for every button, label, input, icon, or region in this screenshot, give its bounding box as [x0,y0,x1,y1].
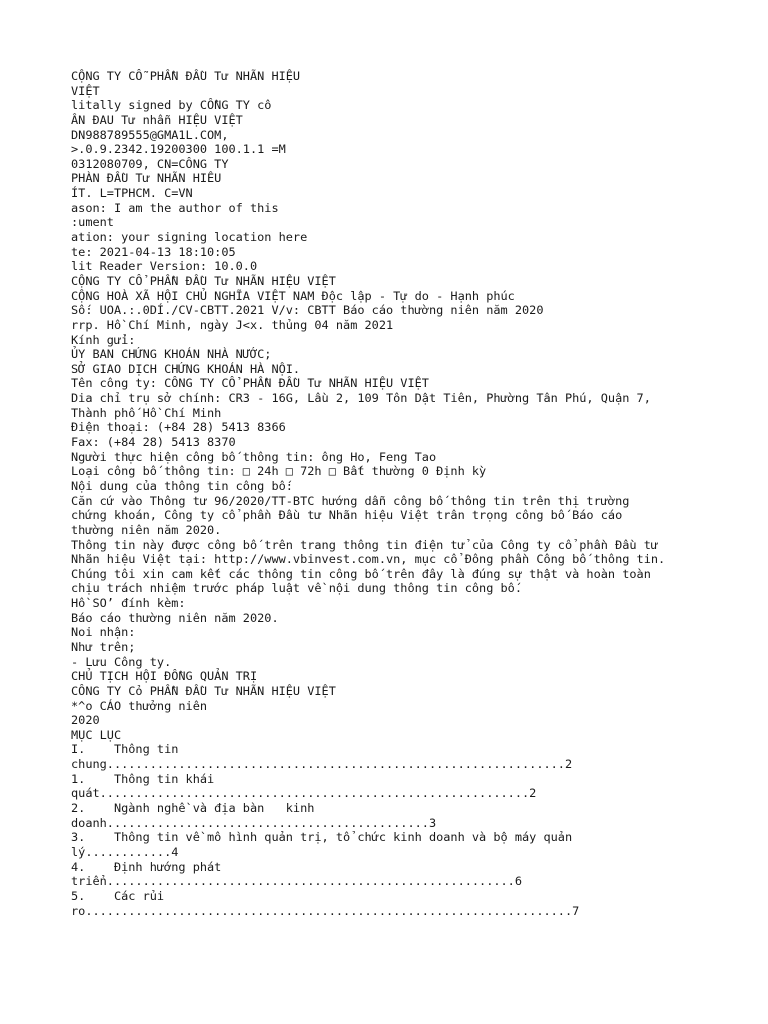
text-line: 5. Các rủi [71,888,165,903]
text-line: CỘNG TY CỖ PHẦN ĐẦU Tư NHÃN HIỆU [71,69,301,83]
text-line: PHÀN ĐẦU Tư NHÃN HIÊU [71,171,222,186]
text-line: Nhãn hiệu Việt tại: http://www.vbinvest.com.vn, mục cổ Đông phần Công bố thông tin. [71,552,666,567]
text-line: SỞ GIAO DỊCH CHỨNG KHOÁN HÀ NỘI. [71,361,301,376]
text-line: ÍT. L=TPHCM. C=VN [71,186,193,201]
text-line: Fax: (+84 28) 5413 8370 [71,435,236,450]
text-line: rrp. Hồ Chí Minh, ngày J<x. thủng 04 năm 2021 [71,317,394,332]
text-line: chịu trách nhiệm trước pháp luật về nội dung thông tin công bố. [71,581,523,596]
text-line: CHỦ TỊCH HỘI ĐỒNG QUẢN TRỊ [71,669,258,684]
text-line: Dia chỉ trụ sở chính: CR3 - 16G, Lầu 2, 109 Tôn Dật Tiên, Phường Tân Phú, Quận 7, [71,391,651,406]
text-line: lit Reader Version: 10.0.0 [71,259,258,274]
text-line: CỘNG TY CỔ PHẦN ĐẦU Tư NHÃN HIỆU VIỆT [71,273,336,288]
text-line: VIỆT [71,83,100,98]
text-line: 4. Định hướng phát [71,859,222,874]
text-line: Như trên; [71,639,136,654]
text-line: Kính gửi: [71,332,136,347]
text-line: CÔNG TY Cỏ PHẦN ĐẦU Tư NHÃN HIỆU VIỆT [71,683,336,698]
text-line: doanh.............................................3 [71,815,437,830]
text-line: 2. Ngành nghề và địa bàn kinh [71,801,315,816]
text-line: triển.........................................................6 [71,874,523,889]
text-line: ro....................................................................7 [71,903,580,918]
text-line: thường niên năm 2020. [71,522,222,537]
text-line: :ument [71,215,114,230]
text-line: chung................................................................2 [71,757,573,772]
text-line: litally signed by CỒNG TY cô [71,98,272,113]
text-line: *^o CÁO thưởng niên [71,698,208,713]
text-line: MỤC LỤC [71,727,122,742]
text-line: Hồ SO’ đính kèm: [71,596,186,611]
text-line: chứng khoán, Công ty cổ phần Đầu tư Nhãn hiệu Việt trân trọng công bố Báo cáo [71,508,623,523]
text-line: 3. Thông tin về mô hình quản trị, tổ chức kinh doanh và bộ máy quản [71,830,573,845]
text-line: Nội dung của thông tin công bố: [71,478,293,493]
text-line: ason: I am the author of this [71,200,279,215]
text-line: - Lưu Công ty. [71,654,172,669]
text-line: Noi nhận: [71,625,136,640]
document-text [71,69,760,918]
text-line: DN988789555@GMA1L.COM, [71,127,229,142]
text-line: Số: UOA.:.0DÍ./CV-CBTT.2021 V/v: CBTT Báo cáo thường niên năm 2020 [71,303,544,318]
text-line: 0312080709, CN=CÔNG TY [71,156,229,171]
text-line: Tên công ty: CÔNG TY CỔ PHẦN ĐẦU Tư NHÃN HIỆU VIỆT [71,376,429,391]
text-line: Báo cáo thường niên năm 2020. [71,610,279,625]
text-line: Người thực hiện công bố thông tin: ông Ho, Feng Tao [71,449,437,464]
text-line: lý............4 [71,844,179,859]
text-line: Chúng tôi xin cam kết các thông tin công bố trên đây là đúng sự thật và hoàn toàn [71,566,651,581]
text-line: ÂN ĐAU Tư nhẫn HIỆU VIỆT [71,112,243,127]
text-line: ỦY BAN CHỨNG KHOÁN NHÀ NƯỚC; [71,347,272,362]
text-line: ation: your signing location here [71,230,308,245]
text-line: quát............................................................2 [71,786,537,801]
text-line: 1. Thông tin khái [71,771,215,786]
text-line: Thông tin này được công bố trên trang thông tin điện tử của Công ty cổ phần Đầu tư [71,537,659,552]
text-line: te: 2021-04-13 18:10:05 [71,244,236,259]
text-line: 2020 [71,713,100,728]
text-line: Điện thoại: (+84 28) 5413 8366 [71,420,286,435]
text-line: Thành phố Hồ Chí Minh [71,405,222,420]
text-line: >.0.9.2342.19200300 100.1.1 =M [71,142,286,157]
text-line: Loại công bố thông tin: □ 24h □ 72h □ Bất thường 0 Định kỳ [71,464,487,479]
text-line: I. Thông tin [71,742,179,757]
text-line: Căn cứ vào Thông tư 96/2020/TT-BTC hướng dẫn công bố thông tin trên thị trường [71,493,630,508]
text-line: CỘNG HOÀ XÃ HỘI CHỦ NGHĨA VIỆT NAM Độc lập - Tự do - Hạnh phúc [71,288,515,303]
